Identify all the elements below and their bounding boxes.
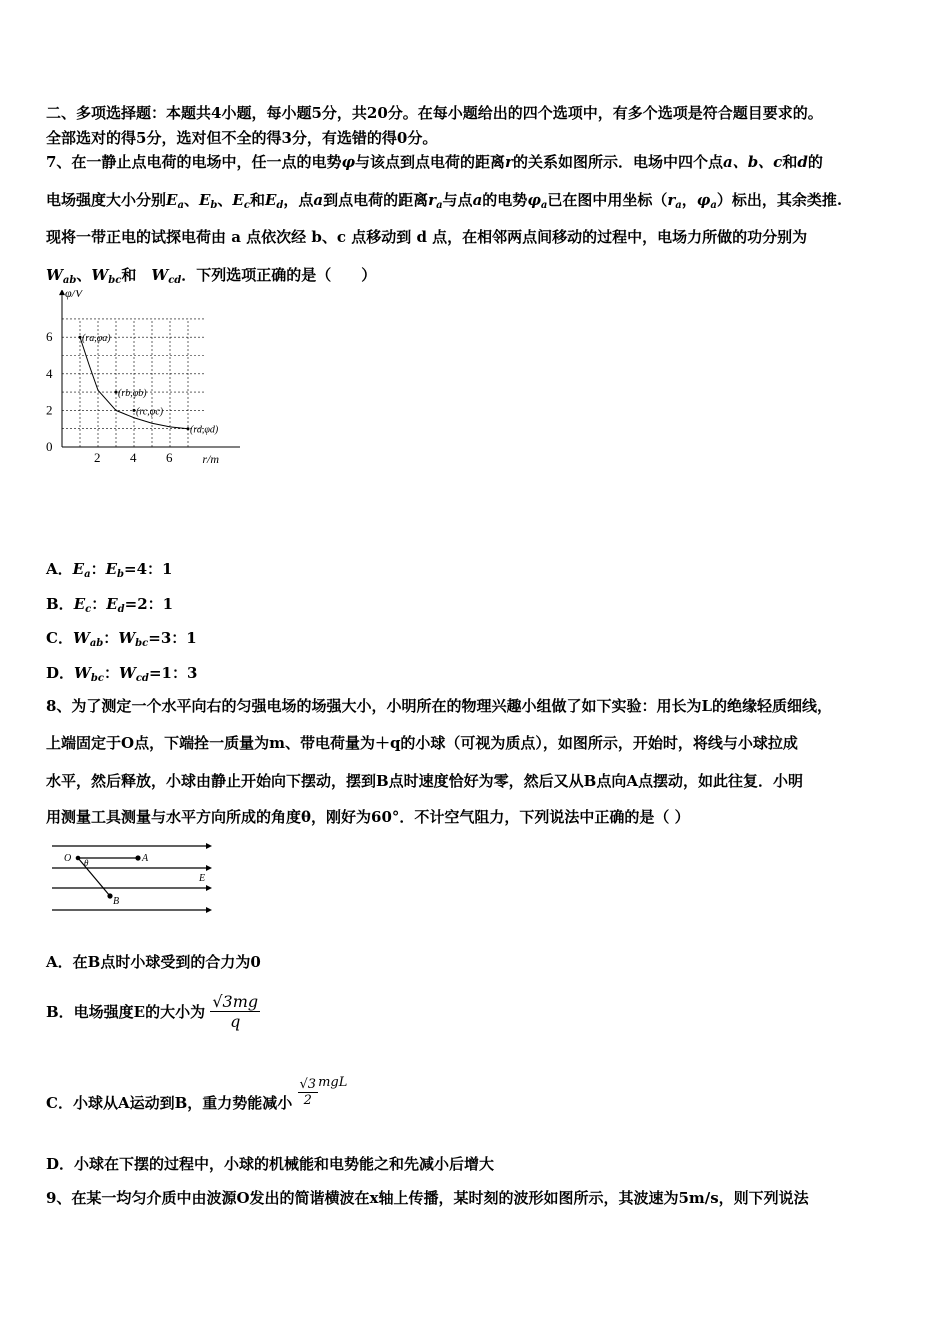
q7-line1: 7、在一静止点电荷的电场中，任一点的电势φ与该点到点电荷的距离r的关系如图所示．电场中四个点a、b、c和d的 xyxy=(46,153,823,171)
q8-option-b: B．电场强度E的大小为 $\frac{√3mg}{q}$ xyxy=(46,992,259,1031)
y-tick-label: 0 xyxy=(46,439,53,454)
q7-line3: 现将一带正电的试探电荷由 a 点依次经 b、c 点移动到 d 点，在相邻两点间移动的过程中，电场力所做的功分别为 xyxy=(46,228,808,246)
q7-option-b: B．$E_c$：$E_d=2$：1 xyxy=(46,595,174,615)
q7-line2: 电场强度大小分别$E_a$、$E_b$、$E_c$和$E_d$，点a到点电荷的距离$r_a$与点a的电势$\varphi_a$已在图中用坐标（$r_a$，$\varphi_a$）标出，其余类推. xyxy=(46,191,843,211)
arrow-4 xyxy=(206,907,212,913)
x-tick-label: 4 xyxy=(130,450,137,465)
point-O xyxy=(76,856,81,861)
q9-line1: 9、在某一均匀介质中由波源O发出的简谐横波在x轴上传播，某时刻的波形如图所示，其波速为5m/s，则下列说法 xyxy=(46,1189,809,1207)
ball-B xyxy=(107,893,112,898)
q7-option-d: D．$W_{bc}$：$W_{cd}=1$：3 xyxy=(46,664,198,684)
point-label: (rc,φc) xyxy=(136,406,164,418)
y-axis-label: φ/V xyxy=(65,290,83,301)
point-label: (ra,φa) xyxy=(82,333,111,345)
q7-option-c: C．$W_{ab}$：$W_{bc}=3$：1 xyxy=(46,629,197,649)
section-header-line2: 全部选对的得5分，选对但不全的得3分，有选错的得0分。 xyxy=(46,129,438,147)
q8-line4: 用测量工具测量与水平方向所成的角度θ，刚好为60°．不计空气阻力，下列说法中正确的是（ ） xyxy=(46,808,690,826)
q7-line4: $W_{ab}$、$W_{bc}$和 $W_{cd}$．下列选项正确的是（ ） xyxy=(46,266,377,286)
frac-sqrt3mg-q: $\frac{√3mg}{q}$ xyxy=(212,992,259,1031)
q8-option-a: A．在B点时小球受到的合力为0 xyxy=(46,953,261,971)
ball-A xyxy=(135,855,140,860)
point-label: (rd,φd) xyxy=(190,424,219,436)
q8-line1: 8、为了测定一个水平向右的匀强电场的场强大小，小明所在的物理兴趣小组做了如下实验：用长为L的绝缘轻质细线， xyxy=(46,697,832,715)
label-O: O xyxy=(64,853,72,864)
y-tick-label: 6 xyxy=(46,329,53,345)
q8-line2: 上端固定于O点，下端拴一质量为m、带电荷量为＋q的小球（可视为质点），如图所示，开始时，将线与小球拉成 xyxy=(46,734,798,752)
arrow-1 xyxy=(206,843,212,849)
label-E: E xyxy=(199,873,206,884)
x-tick-label: 2 xyxy=(94,450,101,465)
section-header-line1: 二、多项选择题：本题共4小题，每小题5分，共20分。在每小题给出的四个选项中，有多个选项是符合题目要求的。 xyxy=(46,104,823,122)
q8-option-d: D．小球在下摆的过程中，小球的机械能和电势能之和先减小后增大 xyxy=(46,1155,495,1173)
q7-option-a: A．$E_a$：$E_b=4$：1 xyxy=(46,560,173,580)
q8-option-c: C．小球从A运动到B，重力势能减小 $\frac{√3}{2}$ mgL xyxy=(46,1075,348,1112)
label-B: B xyxy=(113,896,120,907)
x-tick-label: 6 xyxy=(166,450,173,465)
string-OB xyxy=(78,858,110,896)
q8-line3: 水平，然后释放，小球由静止开始向下摆动，摆到B点时速度恰好为零，然后又从B点向A点摆动，如此往复．小明 xyxy=(46,772,803,790)
pendulum-field-figure xyxy=(46,838,216,918)
y-tick-label: 4 xyxy=(46,365,53,381)
phi-r-chart xyxy=(40,290,240,470)
frac-sqrt3-2: $\frac{√3}{2}$ xyxy=(299,1077,317,1108)
arrow-3 xyxy=(206,885,212,891)
label-A: A xyxy=(142,853,149,864)
y-tick-label: 2 xyxy=(46,402,53,418)
point-label: (rb,φb) xyxy=(118,388,147,400)
x-axis-label: r/m xyxy=(202,452,220,466)
arrow-2 xyxy=(206,865,212,871)
label-theta: θ xyxy=(84,858,89,868)
